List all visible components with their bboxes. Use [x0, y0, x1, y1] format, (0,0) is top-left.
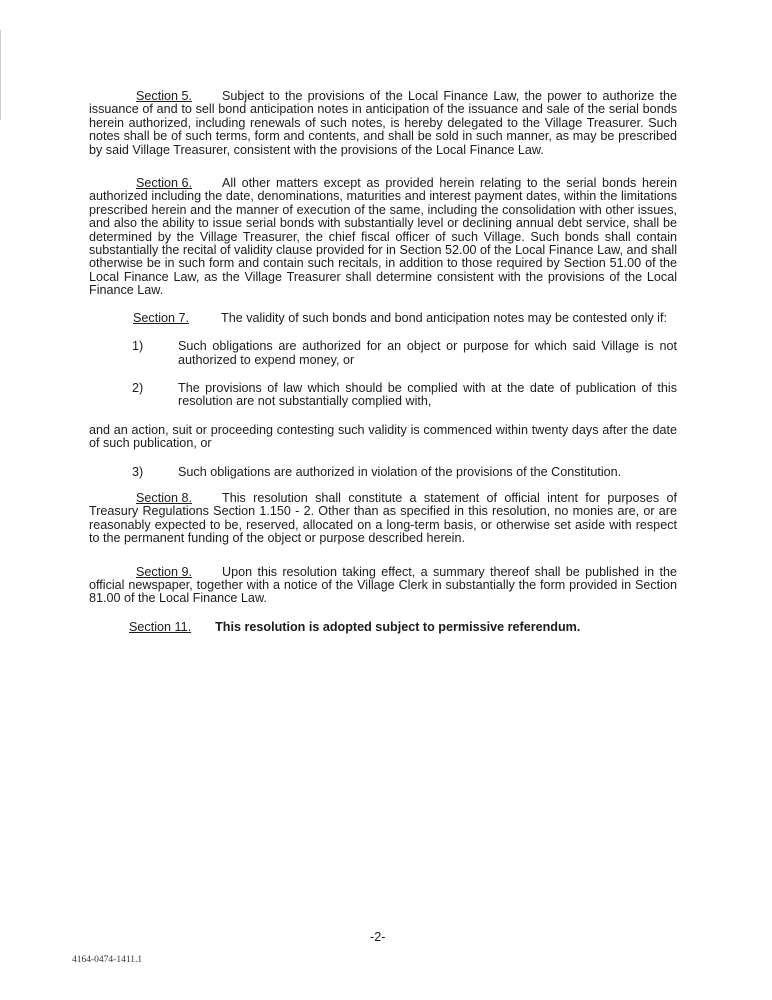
section-6-paragraph — [89, 177, 677, 298]
item-text: Such obligations are authorized in violation of the provisions of the Constitution. — [178, 464, 622, 479]
item-number: 3) — [132, 464, 144, 479]
section-5-heading: Section 5. — [136, 89, 193, 103]
item-text: Such obligations are authorized for an object or purpose for which said Village is not authorized to expend money, or — [178, 339, 677, 367]
section-9-text: Upon this resolution taking effect, a summary thereof shall be published in the official newspaper, together with a notice of the Village Clerk in substantially the form provided in Section 81.00 of the Local Finance Law. — [89, 564, 677, 606]
section-6-text: All other matters except as provided herein relating to the serial bonds herein authorized including the date, denominations, maturities and interest payment dates, within the limitations prescribed herein and the manner of execution of the same, including the consolidation with other issues, and also the ability to issue serial bonds with substantially level or declining annual debt service, shall be determined by the Village Treasurer, the chief fiscal officer of such Village. Such bonds shall contain substantially the recital of validity clause provided for in Section 52.00 of the Local Finance Law, and shall otherwise be in such form and contain such recitals, in addition to those required by Section 51.00 of the Local Finance Law, as the Village Treasurer shall determine consistent with the provisions of the Local Finance Law. — [89, 176, 677, 298]
section-7-item-2 — [89, 382, 677, 409]
document-body — [89, 90, 677, 634]
section-11-text: This resolution is adopted subject to permissive referendum. — [215, 619, 581, 634]
scan-edge-mark — [0, 30, 1, 120]
document-id: 4164-0474-1411.1 — [72, 955, 143, 965]
section-5-text: Subject to the provisions of the Local Finance Law, the power to authorize the issuance of and to sell bond anticipation notes in anticipation of the issuance and sale of the serial bonds herein authorized, including renewals of such notes, is hereby delegated to the Village Treasurer. Such notes shall be of such terms, form and contents, and shall be sold in such manner, as may be prescribed by said Village Treasurer, consistent with the provisions of the Local Finance Law. — [89, 89, 677, 157]
section-11-heading: Section 11. — [129, 619, 192, 634]
section-7-item-3 — [89, 466, 677, 479]
item-number: 2) — [132, 380, 144, 395]
item-number: 1) — [132, 339, 144, 354]
item-text: The provisions of law which should be complied with at the date of publication of this resolution are not substantially complied with, — [178, 380, 677, 409]
section-11-paragraph — [129, 621, 677, 634]
section-7-intro — [133, 312, 677, 325]
section-6-heading: Section 6. — [136, 176, 193, 191]
page-number: -2- — [370, 930, 386, 944]
section-9-heading: Section 9. — [136, 564, 193, 579]
section-8-text: This resolution shall constitute a statement of official intent for purposes of Treasury Regulations Section 1.150 - 2. Other than as specified in this resolution, no monies are, or are reasonably expected to be, reserved, allocated on a long-term basis, or otherwise set aside with respect to the permanent funding of the object or purpose described herein. — [89, 490, 677, 546]
section-5-paragraph — [89, 90, 677, 157]
section-9-paragraph — [89, 566, 677, 606]
section-7-continuation: and an action, suit or proceeding contesting such validity is commenced within twenty days after the date of such publication, or — [89, 422, 677, 451]
section-8-paragraph — [89, 492, 677, 546]
section-7-text: The validity of such bonds and bond anticipation notes may be contested only if: — [221, 310, 667, 325]
section-8-heading: Section 8. — [136, 490, 193, 505]
section-7-item-1 — [89, 340, 677, 367]
section-7-heading: Section 7. — [133, 310, 190, 325]
